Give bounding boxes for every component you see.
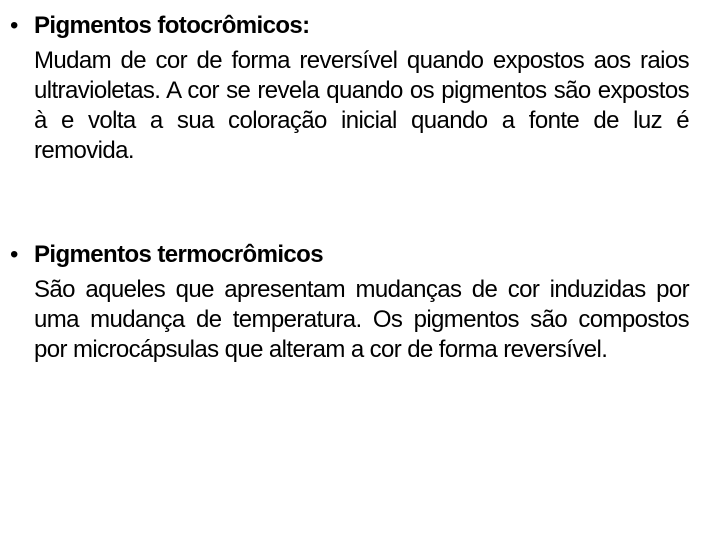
bullet-body: São aqueles que apresentam mudanças de cor induzidas por uma mudança de temperatura. Os pigmentos são compostos por microcápsulas que alteram a cor de forma reversível. <box>34 276 689 363</box>
bullet-dot-icon: • <box>10 241 19 268</box>
bullet-heading: Pigmentos fotocrômicos: <box>34 12 310 39</box>
bullet-body: Mudam de cor de forma reversível quando expostos aos raios ultravioletas. A cor se revela quando os pigmentos são expostos à e volta a sua coloração inicial quando a fonte de luz é removida. <box>34 47 689 164</box>
bullet-dot-icon: • <box>10 12 19 39</box>
bullet-heading: Pigmentos termocrômicos <box>34 241 323 268</box>
